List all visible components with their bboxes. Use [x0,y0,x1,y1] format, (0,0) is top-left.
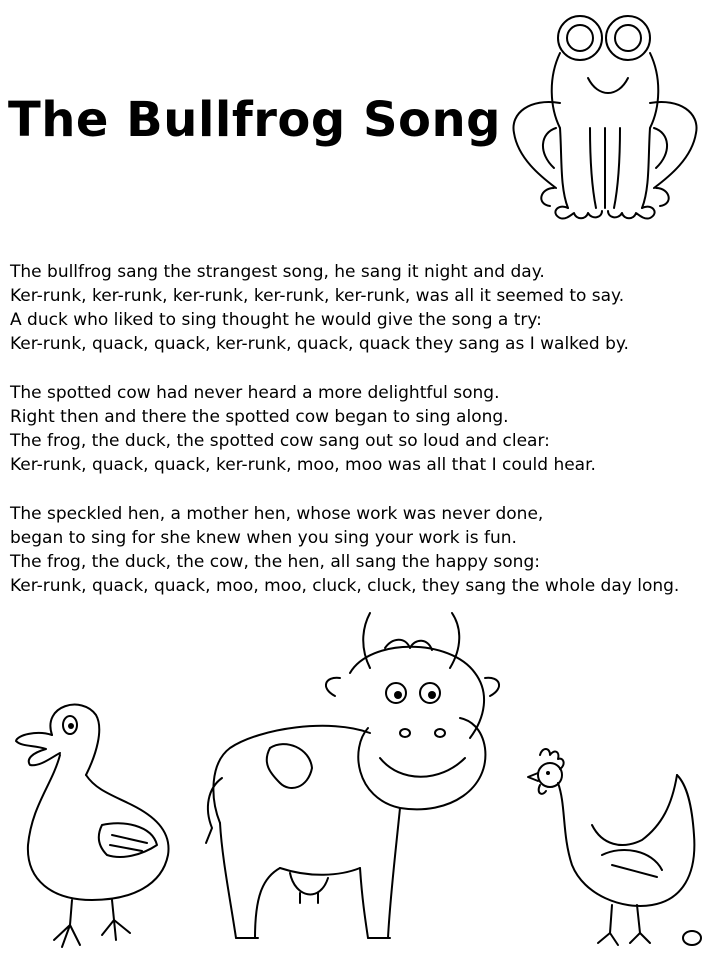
lyric-line: Ker-runk, ker-runk, ker-runk, ker-runk, ker-runk, was all it seemed to say. [10,286,625,306]
lyric-line: The speckled hen, a mother hen, whose work was never done, [10,504,544,524]
lyric-line: A duck who liked to sing thought he would give the song a try: [10,310,542,330]
cow-illustration [200,598,520,955]
duck-illustration [12,695,182,955]
song-title: The Bullfrog Song [8,92,502,148]
lyric-line: Ker-runk, quack, quack, ker-runk, quack, quack they sang as I walked by. [10,334,629,354]
lyric-line: The frog, the duck, the spotted cow sang out so loud and clear: [10,431,550,451]
lyric-line: Ker-runk, quack, quack, ker-runk, moo, moo was all that I could hear. [10,455,596,475]
lyric-line: Ker-runk, quack, quack, moo, moo, cluck, cluck, they sang the whole day long. [10,576,680,596]
lyric-line: began to sing for she knew when you sing your work is fun. [10,528,517,548]
lyric-line: The bullfrog sang the strangest song, he sang it night and day. [10,262,545,282]
lyric-line: The spotted cow had never heard a more delightful song. [10,383,500,403]
frog-illustration [510,8,710,223]
lyric-line: Right then and there the spotted cow began to sing along. [10,407,509,427]
lyric-line: The frog, the duck, the cow, the hen, all sang the happy song: [10,552,540,572]
hen-illustration [522,745,712,955]
